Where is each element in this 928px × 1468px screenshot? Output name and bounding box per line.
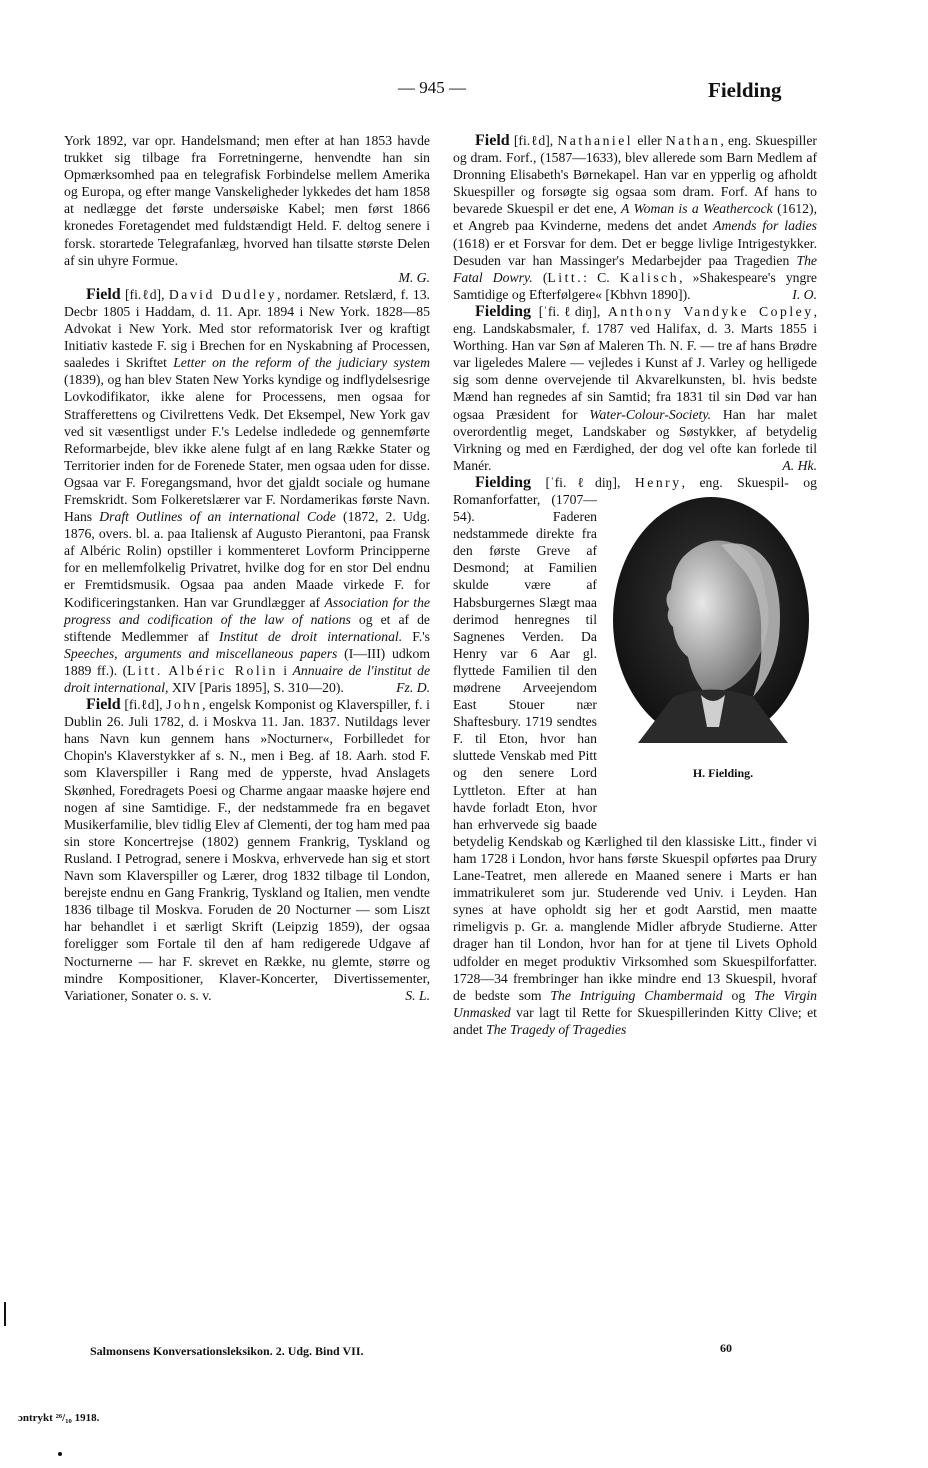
entry-continuation: York 1892, var opr. Handelsmand; men efter at han 1853 havde trukket sig tilbage fra Forretningerne, henvendte han sin Opmærksomhed paa en telegrafisk Forbindelse mellem Amerika og Europa, og efter mange Vanskeligheder lykkedes det ham 1858 at nedlægge det første undersøiske Kabel; men først 1866 kronedes Foretagendet med fuldstændigt Held. F. deltog senere i forsk. storartede Telegrafanlæg, hvorved han tilsatte største Delen af sin uhyre Formue. M. G. [64,133,430,285]
publication-footer: Salmonsens Konversationsleksikon. 2. Udg. Bind VII. [90,1344,364,1358]
ink-dot [58,1452,62,1456]
person-name: Nathaniel [557,133,634,148]
entry-fielding-anthony: Fielding [ˈfi.ℓdiŋ], Anthony Vandyke Copley, eng. Landskabsmaler, f. 1787 ved Halifax, d. 3. Marts 1855 i Worthing. Han var Søn af Maleren Th. N. F. — tre af hans Brødre var ligeledes Malere — vejledes i Kunst af J. Varley og helligede sig som denne overvejende til Akvarelkunsten, bl. hvis bedste Mænd han regnedes af sin Samtid; fra 1831 til sin Død var han ogsaa Præsident for Water-Colour-Society. Han har malet overordentlig meget, Landskaber og Søstykker, af betydelig Virkning og med en Færdighed, der dog vel ofte kan forlede til Manér. A. Hk. [453,302,817,473]
entry-signature: M. G. [398,269,430,285]
entry-signature: S. L. [405,987,430,1003]
left-column [64,132,430,1004]
figure-caption: H. Fielding. [692,765,754,780]
person-name: David Dudley [168,286,277,302]
entry-field-john: Field [fi.ℓd], John, engelsk Komponist og Klaverspiller, f. i Dublin 26. Juli 1782, d. i Moskva 11. Jan. 1837. Nutildags lever hans Navn kun gennem hans »Nocturner«, Forbilledet for Chopin's Klaverstykker af s. N., men i Beg. af 18. Aarh. stod F. som Klaverspiller i Rang med de ypperste, hvad Anslagets Skønhed, Foredragets Poesi og Charme angaar maaske højere end nogen af sine Samtidige. F., der nedstammede fra en begavet Musikerfamilie, blev tidlig Elev af Clementi, der tog ham med paa sin store Koncertrejse (1802) gennem Frankrig, Tyskland og Rusland. I Petrograd, senere i Moskva, erhvervede han sig et stort Navn som Klaverspiller og Lærer, drog 1832 tilbage til London, berejste endnu en Gang Frankrig, Tyskland og Italien, men vendte 1836 tilbage til Moskva. Foruden de 20 Nocturner — som Liszt har behandlet i et særligt Skrift (Leipzig 1859), der ogsaa foreligger som Fortale til den af ham redigerede Udgave af Nocturnerne — har F. skrevet en Række, nu glemte, større og mindre Kompositioner, Klaver-Koncerter, Divertissementer, Variationer, Sonater o. s. v. S. L. [64,696,430,1003]
person-name: Henry [634,474,682,490]
page-number: — 945 — [398,78,466,97]
sheet-number: 60 [720,1341,732,1355]
print-date: ɔntrykt ²⁶/₁₀ 1918. [18,1412,100,1424]
entry-signature: I. O. [792,286,817,302]
running-head: Fielding [708,78,782,102]
headword: Field [86,285,121,303]
entry-signature: Fz. D. [396,680,430,695]
headword: Fielding [475,302,532,320]
portrait-figure [607,497,817,815]
headword: Fielding [475,473,532,491]
portrait-image [613,497,809,743]
right-column [453,132,817,1038]
headword: Field [86,696,121,714]
person-name: Anthony Vandyke Copley [608,303,814,319]
entry-signature: A. Hk. [782,457,817,473]
headword: Field [475,132,510,149]
edge-mark [4,1302,6,1326]
person-name: John [166,697,203,713]
entry-field-david-dudley: Field [fi.ℓd], David Dudley, nordamer. Retslærd, f. 13. Decbr 1805 i Haddam, d. 11. Apr. 1894 i New York. 1828—85 Advokat i New York. Med stor reformatorisk Iver og kraftigt Initiativ kastede F. sig i Brechen for en Nyskabning af Processen, saaledes i Skriftet Letter on the reform of the judiciary system (1839), og han blev Staten New Yorks kyndige og indflydelsesrige Lovkodifikator, ikke alene for Processens, men ogsaa for Strafferettens og Civilrettens Vedk. Det Eksempel, New York gav ved sit væsentligst under F.'s Ledelse indledede og gennemførte Reformarbejde, blev ikke alene fulgt af en lang Række Stater og Territorier inden for de Forenede Stater, men ogsaa uden for disse. Ogsaa var F. Foregangsmand, hvor det gjaldt sociale og humane Fremskridt. Som Folkeretslærer var F. Nordamerikas første Navn. Hans Draft Outlines of an international Code (1872, 2. Udg. 1876, overs. bl. a. paa Italiensk af Augusto Pierantoni, paa Fransk af Albéric Rolin) opstiller i kommenteret Lovform Principperne for en mellemfolkelig Privatret, hvilke dog for en stor Del endnu er Fremtidsmusik. Ogsaa paa anden Maade virkede F. for Kodificeringstanken. Han var Grundlægger af Association for the progress and codification of the law of nations og et af de stiftende Medlemmer af Institut de droit international. F.'s Speeches, arguments and miscellaneous papers (I—III) udkom 1889 ff.). (Litt. Albéric Rolin i Annuaire de l'institut de droit international, XIV [Paris 1895], S. 310—20). Fz. D. [64,285,431,695]
entry-field-nathaniel: Field [fi.ℓd], Nathaniel eller Nathan, eng. Skuespiller og dram. Forf., (1587—1633), blev allerede som Barn Medlem af Dronning Elisabeth's Børnekapel. Han var en ypperlig og afholdt Skuespiller og forsøgte sig ogsaa som dram. Forf. Af hans to bevarede Skuespil er det ene, A Woman is a Weathercock (1612), et Angreb paa Kvinderne, medens det andet Amends for ladies (1618) er et Forsvar for dem. Det er begge livlige Intrigestykker. Desuden var han Massinger's Medarbejder paa Tragedien The Fatal Dowry. (Litt.: C. Kalisch, »Shakespeare's yngre Samtidige og Efterfølgere« [Kbhvn 1890]). I. O. [453,132,817,302]
entry-fielding-henry: Fielding [ˈfi.ℓdiŋ], Henry H. Fielding. , eng. Skuespil- og Romanforfatter, (1707—54). Faderen nedstammede direkte fra den første Greve af Desmond; at Familien skulde være af Habsburgernes Slægt maa derimod henregnes til Sagnenes Verden. Da Henry var 6 Aar gl. flyttede Familien til den mødrene Arveejendom East Stouer nær Shaftesbury. 1719 sendtes F. til Eton, hvor han sluttede Venskab med Pitt og den senere Lord Lyttleton. Efter at han havde forladt Eton, hvor han erhvervede sig baade betydelig Kendskab og Kærlighed til den klassiske Litt., finder vi ham 1728 i London, hvor hans første Skuespil opførtes paa Drury Lane-Teatret, men allerede en Maaned senere i Marts er han immatrikuleret som jur. Studerende ved Univ. i Leyden. Han synes at have opholdt sig her et godt Aarstid, men maatte rimeligvis p. Gr. a. manglende Midler afbryde Studierne. Atter drager han til London, hvor han for at tjene til Livets Ophold udfolder en meget produktiv Virksomhed som Skuespilforfatter. 1728—34 frembringer han ikke mindre end 13 Skuespil, hvoraf de bedste som The Intriguing Chambermaid og The Virgin Unmasked var lagt til Rette for Skuespillerinden Kitty Clive; et andet The Tragedy of Tragedies [453,473,817,1037]
